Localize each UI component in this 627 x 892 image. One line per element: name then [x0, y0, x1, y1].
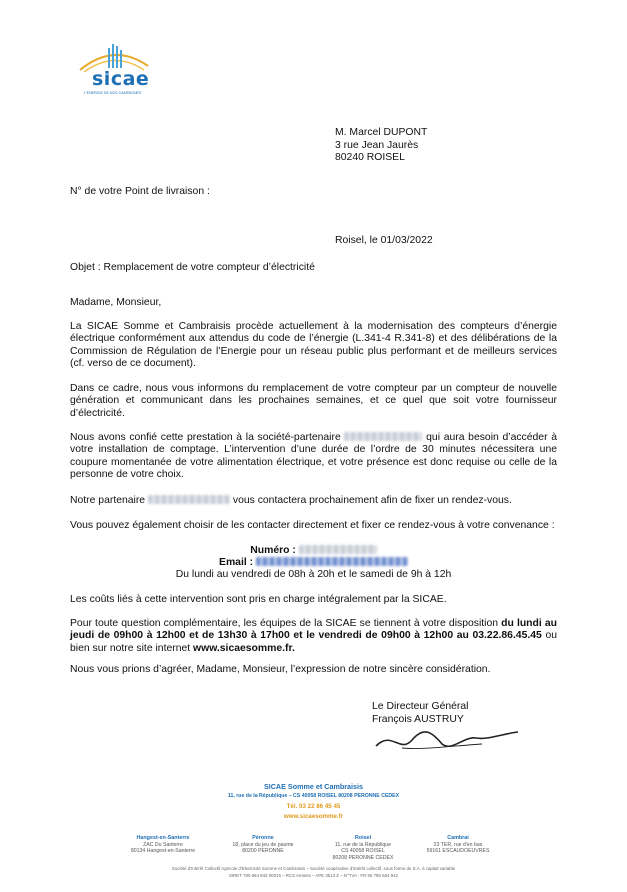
- contact-email-line: [70, 557, 557, 569]
- signature-title: Le Directeur Général: [372, 701, 469, 712]
- signature-block: [372, 701, 468, 726]
- footer-web[interactable]: www.sicaesomme.fr: [283, 813, 344, 820]
- footer-site-cambrai: [398, 835, 518, 855]
- recipient-street: 3 rue Jean Jaurès: [335, 139, 419, 151]
- site-line: ZAC Du Santerre: [143, 841, 183, 848]
- site-name: Cambrai: [447, 835, 469, 841]
- company-logo: [74, 40, 154, 98]
- paragraph-costs: Les coûts liés à cette intervention sont pris en charge intégralement par la SICAE.: [70, 594, 447, 605]
- footer-company: SICAE Somme et Cambraisis: [263, 782, 364, 791]
- phone-label: Numéro :: [250, 545, 296, 556]
- letter-subject: Objet : Remplacement de votre compteur d’électricité: [70, 262, 315, 273]
- paragraph-questions: [70, 618, 557, 655]
- footer-legal: [60, 866, 567, 879]
- site-line: 11, rue de la République: [334, 841, 392, 848]
- paragraph-modernisation: La SICAE Somme et Cambraisis procède actuellement à la modernisation des compteurs d’énergie électrique conformément aux attendus du code de l’énergie (L.341-4 R.341-8) et des délibérations de la Commission de Régulation de l’Energie pour un réseau public plus performant et de meilleurs services (cf. verso de ce document).: [70, 321, 557, 370]
- signature-name: François AUSTRUY: [372, 713, 464, 725]
- website-intro: ou bien sur notre site internet: [70, 630, 558, 654]
- site-line: 18, place du jeu de paume: [232, 841, 294, 848]
- email-label: Email :: [219, 557, 254, 568]
- partner-label: Notre partenaire: [70, 495, 146, 506]
- website-link[interactable]: www.sicaesomme.fr.: [193, 642, 295, 654]
- salutation: Madame, Monsieur,: [70, 297, 162, 308]
- partner-details: qui aura besoin d’accéder à votre installation de comptage. L’intervention d’une durée de l’ordre de 30 minutes nécessitera une coupure momentanée de votre alimentation électrique, et votre présence est donc requise ou celle de la personne de votre choix.: [70, 432, 558, 481]
- footer: [0, 782, 627, 821]
- letter-date: Roisel, le 01/03/2022: [335, 235, 433, 246]
- contact-soon-text: vous contactera prochainement afin de fixer un rendez-vous.: [232, 495, 512, 506]
- site-name: Péronne: [252, 835, 274, 841]
- site-line: 80134 Hangest-en-Santerre: [130, 848, 196, 855]
- recipient-address: [335, 127, 427, 165]
- footer-address: 11, rue de la République – CS 40058 ROISEL 80208 PERONNE CEDEX: [227, 793, 400, 799]
- site-name: Hangest-en-Santerre: [136, 835, 190, 841]
- paragraph-closing: Nous vous prions d’agréer, Madame, Monsieur, l’expression de notre sincère considération.: [70, 664, 491, 675]
- opening-hours: du lundi au jeudi de 09h00 à 12h00 et de 13h30 à 17h00 et le vendredi de 09h00 à 12h00 au 03.22.86.45.45: [70, 618, 557, 642]
- paragraph-appointment: Vous pouvez également choisir de les contacter directement et fixer ce rendez-vous à votre convenance :: [70, 520, 555, 531]
- legal-line-1: Société d'Intérêt Collectif Agricole d'Electricité Somme et Cambraisis – Société coopérative d'intérêt collectif, sous forme de S.A. à capital variable: [171, 866, 456, 871]
- footer-tel: Tél. 03 22 86 45 45: [286, 803, 341, 810]
- redacted-partner-name-2: [148, 495, 230, 504]
- site-line: 80208 PERONNE CEDEX: [332, 854, 394, 861]
- recipient-city: 80240 ROISEL: [335, 152, 405, 164]
- site-line: 80200 PERONNE: [242, 848, 284, 855]
- delivery-point-label: N° de votre Point de livraison :: [70, 186, 210, 197]
- legal-line-2: SIRET 780 664 942 00015 – RCS Amiens – APE 3513 Z – N°TVA : FR 66 780 664 942: [228, 872, 399, 878]
- paragraph-partner: [70, 432, 557, 482]
- logo-wordmark: sicae: [92, 68, 150, 90]
- handwritten-signature: [372, 724, 522, 756]
- site-line: CS 40058 ROISEL: [341, 848, 385, 855]
- paragraph-replacement: Dans ce cadre, nous vous informons du remplacement de votre compteur par un compteur de nouvelle génération et communicant dans les prochaines semaines, et ce quel que soit votre fournisseur d’électricité.: [70, 383, 557, 419]
- redacted-phone-number: [299, 545, 377, 554]
- redacted-partner-name: [344, 432, 422, 441]
- partner-intro: Nous avons confié cette prestation à la société-partenaire: [70, 432, 341, 443]
- site-line: 59161 ESCAUDOEUVRES: [426, 848, 490, 855]
- redacted-email-link[interactable]: [256, 557, 408, 566]
- questions-intro: Pour toute question complémentaire, les équipes de la SICAE se tiennent à votre disposition: [70, 618, 499, 629]
- recipient-name: M. Marcel DUPONT: [335, 127, 428, 138]
- site-line: 23 TER, rue d'en bas: [433, 841, 483, 848]
- contact-hours: Du lundi au vendredi de 08h à 20h et le samedi de 9h à 12h: [175, 569, 452, 580]
- site-name: Roisel: [354, 835, 372, 841]
- paragraph-contact-soon: [70, 495, 557, 507]
- logo-tagline: L'ÉNERGIE DE NOS CAMPAGNES: [84, 91, 142, 95]
- contact-phone-line: [70, 545, 557, 557]
